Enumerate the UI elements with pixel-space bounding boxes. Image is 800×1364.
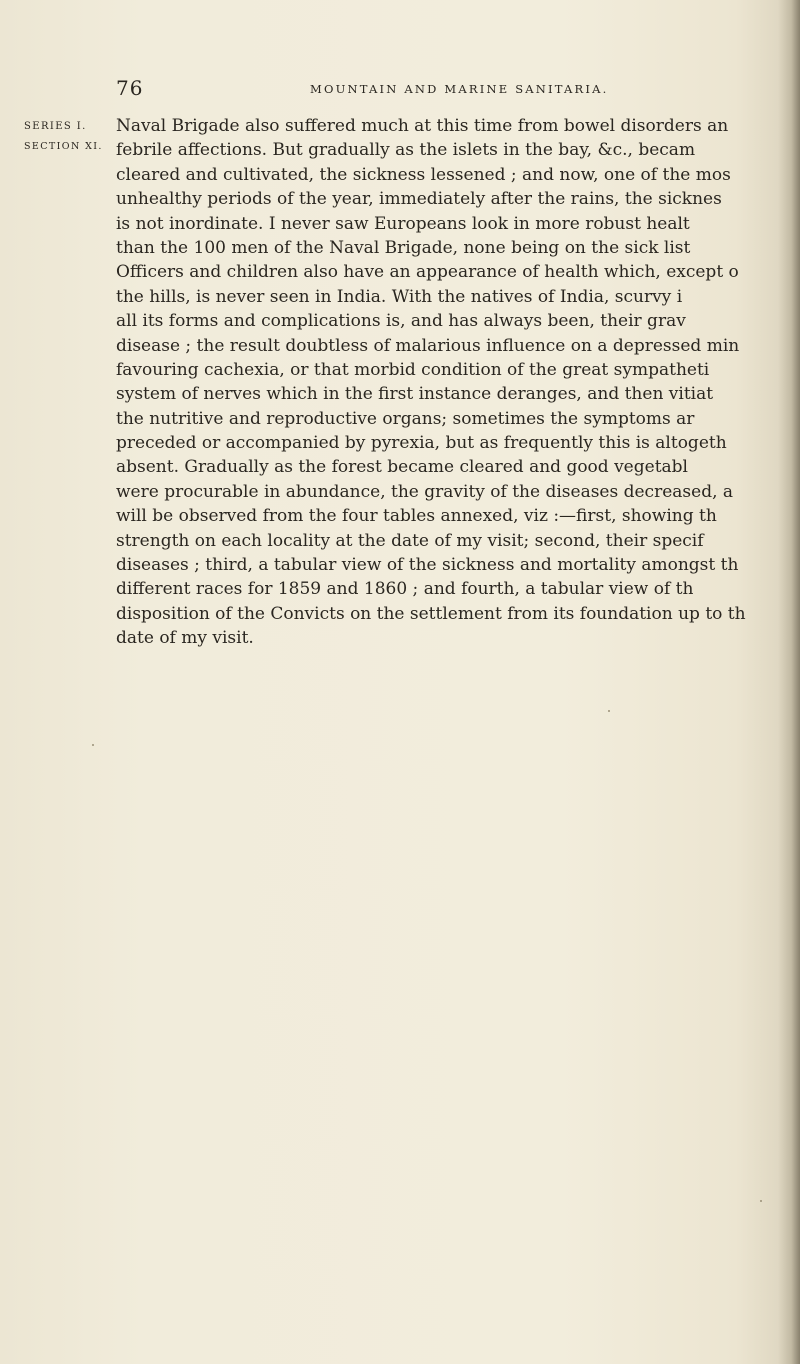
- text-line: Naval Brigade also suffered much at this time from bowel disorders an: [116, 116, 729, 136]
- text-line: diseases ; third, a tabular view of the sickness and mortality amongst th: [116, 555, 739, 576]
- text-line: febrile affections. But gradually as the islets in the bay, &c., becam: [116, 140, 696, 161]
- body-paragraph: [116, 114, 796, 734]
- text-line: Officers and children also have an appearance of health which, except o: [116, 262, 739, 283]
- page-number: 76: [116, 76, 144, 100]
- text-line: different races for 1859 and 1860 ; and fourth, a tabular view of th: [116, 579, 694, 600]
- text-line: date of my visit.: [116, 628, 254, 649]
- sidenote-series: SERIES I.: [24, 121, 87, 132]
- text-line: strength on each locality at the date of my visit; second, their specif: [116, 530, 704, 551]
- running-head: MOUNTAIN AND MARINE SANITARIA.: [310, 82, 609, 96]
- text-line: favouring cachexia, or that morbid condition of the great sympatheti: [116, 359, 710, 380]
- paper-speck: [92, 744, 94, 746]
- text-line: cleared and cultivated, the sickness lessened ; and now, one of the mos: [116, 164, 731, 185]
- text-line: the hills, is never seen in India. With the natives of India, scurvy i: [116, 286, 683, 307]
- text-line: disposition of the Convicts on the settlement from its foundation up to th: [116, 603, 746, 624]
- text-line: all its forms and complications is, and has always been, their grav: [116, 311, 686, 332]
- text-line: is not inordinate. I never saw Europeans look in more robust healt: [116, 213, 690, 234]
- text-line: unhealthy periods of the year, immediately after the rains, the sicknes: [116, 189, 722, 210]
- text-line: system of nerves which in the first instance deranges, and then vitiat: [116, 384, 714, 405]
- page-edge-shadow: [778, 0, 800, 1364]
- text-line: were procurable in abundance, the gravity of the diseases decreased, a: [116, 481, 734, 502]
- text-line: will be observed from the four tables annexed, viz :—first, showing th: [116, 506, 717, 527]
- paper-speck: [760, 1200, 762, 1202]
- paper-speck: [608, 710, 610, 712]
- sidenote-section: SECTION XI.: [24, 141, 103, 152]
- text-line: than the 100 men of the Naval Brigade, none being on the sick list: [116, 237, 691, 258]
- text-line: preceded or accompanied by pyrexia, but as frequently this is altogeth: [116, 433, 727, 454]
- text-line: the nutritive and reproductive organs; sometimes the symptoms ar: [116, 408, 695, 429]
- text-line: absent. Gradually as the forest became cleared and good vegetabl: [116, 457, 688, 478]
- text-line: disease ; the result doubtless of malarious influence on a depressed min: [116, 335, 740, 356]
